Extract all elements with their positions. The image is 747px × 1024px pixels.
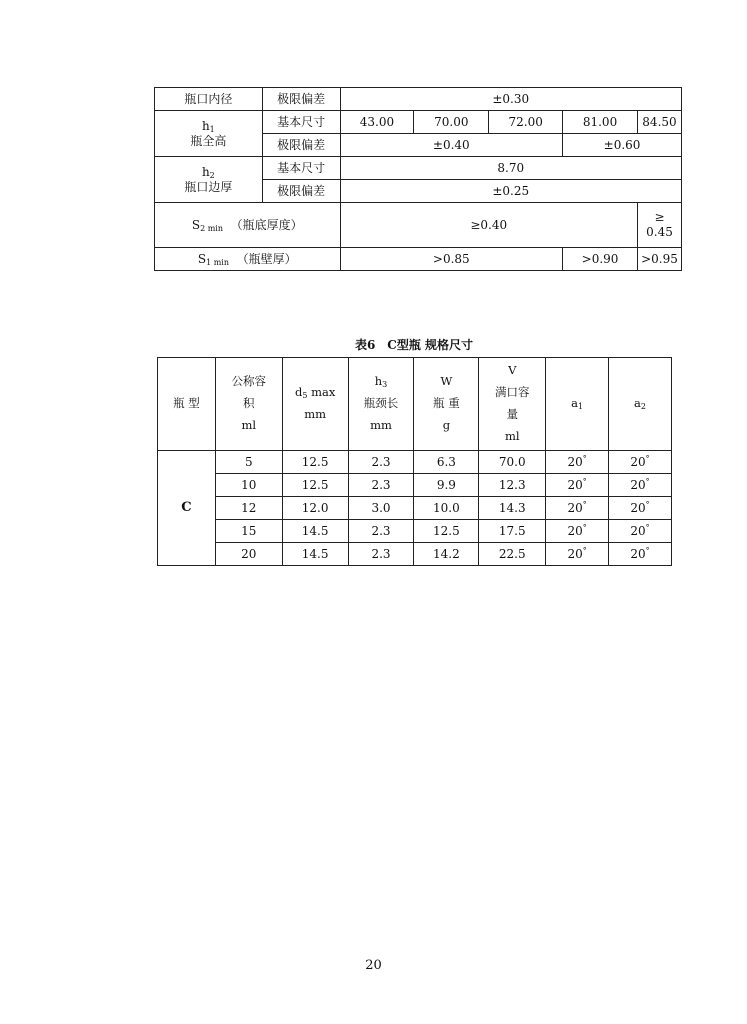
row-sublabel: 基本尺寸 — [262, 111, 340, 134]
table-cell: 2.3 — [348, 451, 414, 474]
table-cell: 8.70 — [340, 157, 681, 180]
table-cell: 12.5 — [282, 474, 348, 497]
table-cell: 81.00 — [563, 111, 638, 134]
type-cell: C — [158, 451, 216, 566]
table-cell: 20° — [546, 451, 609, 474]
table-cell: ±0.60 — [563, 134, 682, 157]
row-label-s2: $S_{2 min}$ （瓶底厚度） — [155, 203, 341, 248]
table-row — [158, 520, 672, 543]
table-cell: 20° — [609, 451, 672, 474]
table-cell: 6.3 — [414, 451, 479, 474]
header-type: 瓶 型 — [158, 358, 216, 451]
table-cell: 14.5 — [282, 520, 348, 543]
table-cell: 70.0 — [479, 451, 546, 474]
table-cell: 14.3 — [479, 497, 546, 520]
table-cell: 20° — [546, 520, 609, 543]
table-cell: 20° — [546, 543, 609, 566]
table-cell: 12 — [215, 497, 282, 520]
row-label-h2: $h_2$ 瓶口边厚 — [155, 157, 263, 203]
table-cell: 22.5 — [479, 543, 546, 566]
table-cell: >0.90 — [563, 248, 638, 271]
table-cell: 2.3 — [348, 474, 414, 497]
symbol: S — [197, 251, 207, 266]
table-row — [158, 497, 672, 520]
table-cell: 20 — [215, 543, 282, 566]
table-cell: 70.00 — [414, 111, 489, 134]
table-cell: ≥0.40 — [340, 203, 637, 248]
header-volume: V 满口容 量 ml — [479, 358, 546, 451]
table-cell: 14.2 — [414, 543, 479, 566]
table-row — [158, 474, 672, 497]
row-sublabel: 极限偏差 — [262, 180, 340, 203]
row-label: （瓶底厚度） — [230, 217, 303, 232]
table-row — [155, 248, 682, 271]
header-weight: W 瓶 重 g — [414, 358, 479, 451]
table-cell: 12.3 — [479, 474, 546, 497]
table-cell: 2.3 — [348, 543, 414, 566]
table-row — [155, 203, 682, 248]
symbol: S — [191, 217, 201, 232]
table-cell: ±0.25 — [340, 180, 681, 203]
row-label-s1: $S_{1 min}$ （瓶壁厚） — [155, 248, 341, 271]
table-cell: ±0.40 — [340, 134, 563, 157]
table-cell: 14.5 — [282, 543, 348, 566]
row-label: 瓶全高 — [190, 133, 227, 148]
table-cell: 20° — [546, 474, 609, 497]
table-row — [155, 88, 682, 111]
symbol: h — [201, 118, 210, 133]
table-cell: 20° — [609, 474, 672, 497]
header-a2: $a_2$ — [609, 358, 672, 451]
table-cell: 10 — [215, 474, 282, 497]
table-cell: 20° — [609, 543, 672, 566]
table-row — [158, 451, 672, 474]
header-a1: $a_1$ — [546, 358, 609, 451]
table-row — [155, 111, 682, 134]
header-d5: $d_5$ max mm — [282, 358, 348, 451]
table-cell: 20° — [609, 520, 672, 543]
table-cell: 12.5 — [414, 520, 479, 543]
table-cell: 17.5 — [479, 520, 546, 543]
header-capacity: 公称容 积 ml — [215, 358, 282, 451]
row-label-h1: $h_1$ 瓶全高 — [155, 111, 263, 157]
header-h3: $h_3$ 瓶颈长 mm — [348, 358, 414, 451]
table-cell: 20° — [609, 497, 672, 520]
row-label: （瓶壁厚） — [236, 251, 297, 266]
table-cell: ≥ 0.45 — [637, 203, 681, 248]
row-label: 瓶口内径 — [155, 88, 263, 111]
table-cell: 20° — [546, 497, 609, 520]
table-cell: >0.95 — [637, 248, 681, 271]
table-cell: 72.00 — [489, 111, 563, 134]
page-number: 20 — [365, 958, 382, 973]
table-cell: 12.0 — [282, 497, 348, 520]
row-sublabel: 极限偏差 — [262, 134, 340, 157]
bottle-dimension-table — [154, 87, 682, 271]
c-type-bottle-spec-table — [157, 357, 672, 566]
table-cell: 12.5 — [282, 451, 348, 474]
table-cell: >0.85 — [340, 248, 563, 271]
table-caption: 表6 C型瓶 规格尺寸 — [354, 338, 474, 352]
table-cell: 5 — [215, 451, 282, 474]
symbol: h — [201, 164, 210, 179]
table-cell: 84.50 — [637, 111, 681, 134]
header-row — [158, 358, 672, 451]
table-cell: 15 — [215, 520, 282, 543]
table-cell: ±0.30 — [340, 88, 681, 111]
table-row — [158, 543, 672, 566]
table-cell: 3.0 — [348, 497, 414, 520]
row-label: 瓶口边厚 — [184, 179, 233, 194]
row-sublabel: 极限偏差 — [262, 88, 340, 111]
table-cell: 2.3 — [348, 520, 414, 543]
table-cell: 10.0 — [414, 497, 479, 520]
table-cell: 9.9 — [414, 474, 479, 497]
row-sublabel: 基本尺寸 — [262, 157, 340, 180]
table-cell: 43.00 — [340, 111, 414, 134]
table-row — [155, 157, 682, 180]
